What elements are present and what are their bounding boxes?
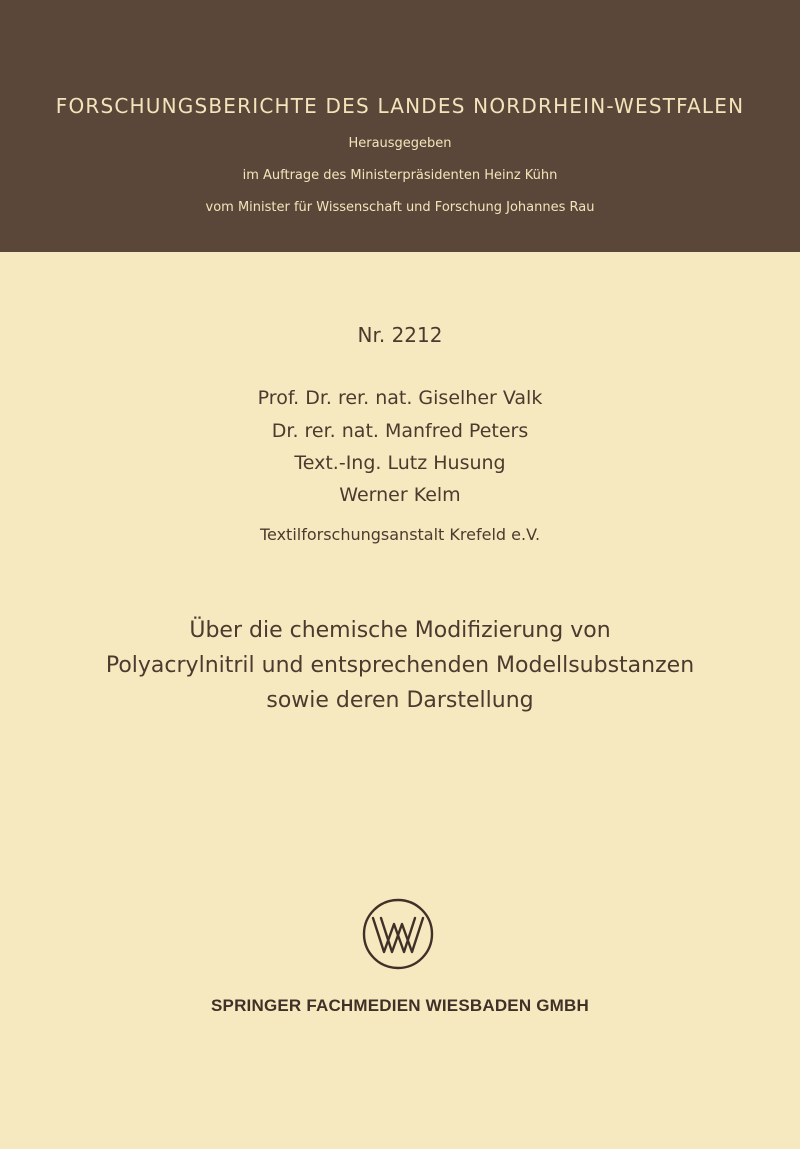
author-name: Werner Kelm [339,484,461,506]
author-name: Text.-Ing. Lutz Husung [294,452,506,474]
series-title: FORSCHUNGSBERICHTE DES LANDES NORDRHEIN-WESTFALEN [55,94,745,118]
publisher-name: SPRINGER FACHMEDIEN WIESBADEN GMBH [211,996,589,1015]
document-title-line: Polyacrylnitril und entsprechenden Modellsubstanzen [105,653,695,678]
institution: Textilforschungsanstalt Krefeld e.V. [259,525,541,544]
author-name: Prof. Dr. rer. nat. Giselher Valk [257,387,543,409]
header-band [0,0,800,252]
document-title-line: Über die chemische Modifizierung von [189,618,611,643]
header-commission-line: im Auftrage des Ministerpräsidenten Heinz Kühn [242,168,558,183]
document-title-line: sowie deren Darstellung [266,688,534,713]
header-publisher-line: Herausgegeben [348,136,452,151]
report-number: Nr. 2212 [357,323,443,347]
author-name: Dr. rer. nat. Manfred Peters [271,420,529,442]
header-minister-line: vom Minister für Wissenschaft und Forschung Johannes Rau [205,200,595,215]
publisher-logo-icon [360,896,436,972]
